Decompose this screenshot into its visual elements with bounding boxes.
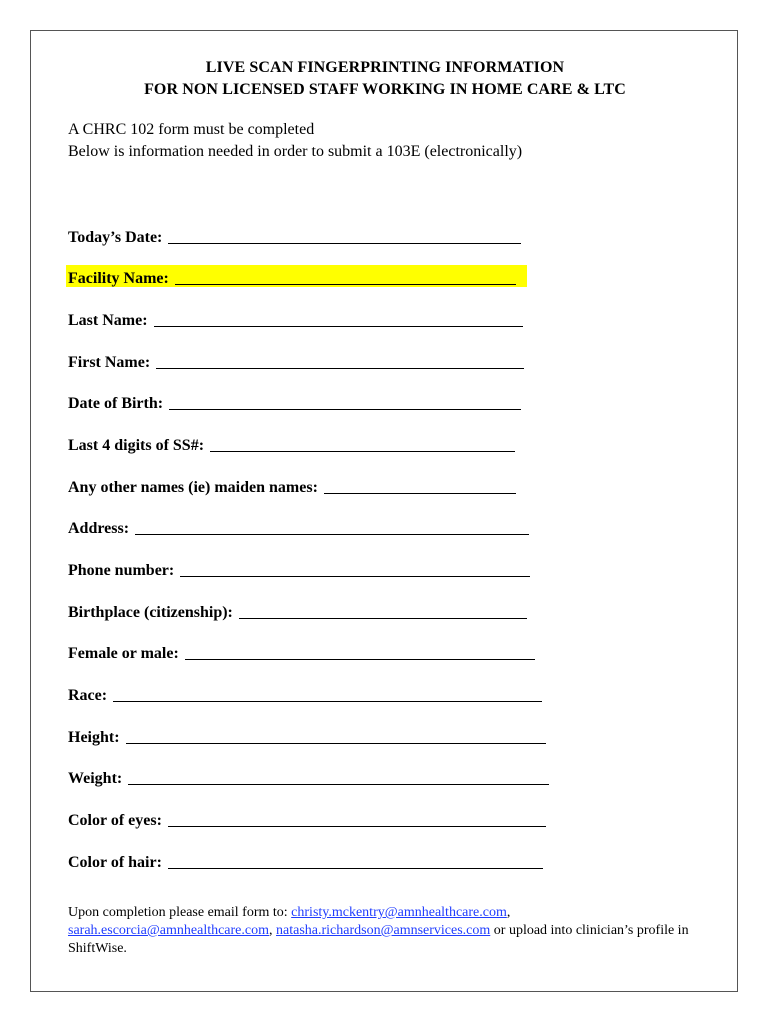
field-last-4-ssn[interactable] bbox=[68, 434, 515, 456]
field-label: Today’s Date: bbox=[68, 229, 163, 246]
blank-line[interactable] bbox=[175, 270, 516, 285]
field-phone-number[interactable] bbox=[68, 559, 530, 581]
field-label: Height: bbox=[68, 729, 120, 746]
field-label: First Name: bbox=[68, 354, 151, 371]
field-race[interactable] bbox=[68, 684, 542, 706]
blank-line[interactable] bbox=[169, 395, 521, 410]
footer-text-3: ShiftWise. bbox=[68, 941, 127, 956]
field-label: Last 4 digits of SS#: bbox=[68, 437, 205, 454]
field-birthplace[interactable] bbox=[68, 601, 527, 623]
form-title-line-1: LIVE SCAN FINGERPRINTING INFORMATION bbox=[205, 59, 565, 76]
email-link-sarah[interactable]: sarah.escorcia@amnhealthcare.com bbox=[68, 923, 270, 938]
blank-line[interactable] bbox=[126, 729, 546, 744]
field-label: Weight: bbox=[68, 770, 123, 787]
footer-text-2: or upload into clinician’s profile in bbox=[490, 923, 689, 938]
field-address[interactable] bbox=[68, 517, 529, 539]
field-label: Facility Name: bbox=[68, 270, 169, 287]
blank-line[interactable] bbox=[180, 562, 530, 577]
field-label: Female or male: bbox=[68, 645, 179, 662]
form-title-line-2: FOR NON LICENSED STAFF WORKING IN HOME CARE & LTC bbox=[144, 81, 626, 98]
page-border bbox=[30, 30, 738, 992]
field-label: Last Name: bbox=[68, 312, 148, 329]
email-link-natasha[interactable]: natasha.richardson@amnservices.com bbox=[276, 923, 491, 938]
footer-text-1: Upon completion please email form to: bbox=[68, 905, 292, 920]
intro-line-2: Below is information needed in order to submit a 103E (electronically) bbox=[68, 143, 523, 160]
footer-separator-1: , bbox=[506, 905, 511, 920]
field-todays-date[interactable] bbox=[68, 226, 521, 248]
blank-line[interactable] bbox=[168, 229, 521, 244]
field-label: Date of Birth: bbox=[68, 395, 164, 412]
field-height[interactable] bbox=[68, 726, 546, 748]
field-label: Color of eyes: bbox=[68, 812, 162, 829]
field-last-name[interactable] bbox=[68, 309, 523, 331]
blank-line[interactable] bbox=[185, 645, 535, 660]
field-label: Address: bbox=[68, 520, 130, 537]
blank-line[interactable] bbox=[239, 604, 527, 619]
field-other-names[interactable] bbox=[68, 476, 516, 498]
field-label: Color of hair: bbox=[68, 854, 162, 871]
field-weight[interactable] bbox=[68, 767, 549, 789]
footer-separator-2: , bbox=[269, 923, 277, 938]
field-date-of-birth[interactable] bbox=[68, 392, 521, 414]
blank-line[interactable] bbox=[154, 312, 523, 327]
intro-line-1: A CHRC 102 form must be completed bbox=[68, 121, 315, 138]
field-label: Race: bbox=[68, 687, 108, 704]
blank-line[interactable] bbox=[128, 770, 549, 785]
field-color-of-hair[interactable] bbox=[68, 851, 543, 873]
blank-line[interactable] bbox=[113, 687, 542, 702]
field-label: Any other names (ie) maiden names: bbox=[68, 479, 318, 496]
email-link-christy[interactable]: christy.mckentry@amnhealthcare.com bbox=[291, 905, 507, 920]
blank-line[interactable] bbox=[168, 812, 546, 827]
blank-line[interactable] bbox=[156, 354, 524, 369]
field-female-or-male[interactable] bbox=[68, 642, 535, 664]
field-first-name[interactable] bbox=[68, 351, 524, 373]
blank-line[interactable] bbox=[210, 437, 515, 452]
field-facility-name[interactable] bbox=[68, 267, 516, 289]
blank-line[interactable] bbox=[135, 520, 529, 535]
field-label: Birthplace (citizenship): bbox=[68, 604, 233, 621]
field-label: Phone number: bbox=[68, 562, 175, 579]
field-color-of-eyes[interactable] bbox=[68, 809, 546, 831]
blank-line[interactable] bbox=[168, 854, 543, 869]
submission-instructions bbox=[68, 904, 748, 958]
blank-line[interactable] bbox=[324, 479, 516, 494]
